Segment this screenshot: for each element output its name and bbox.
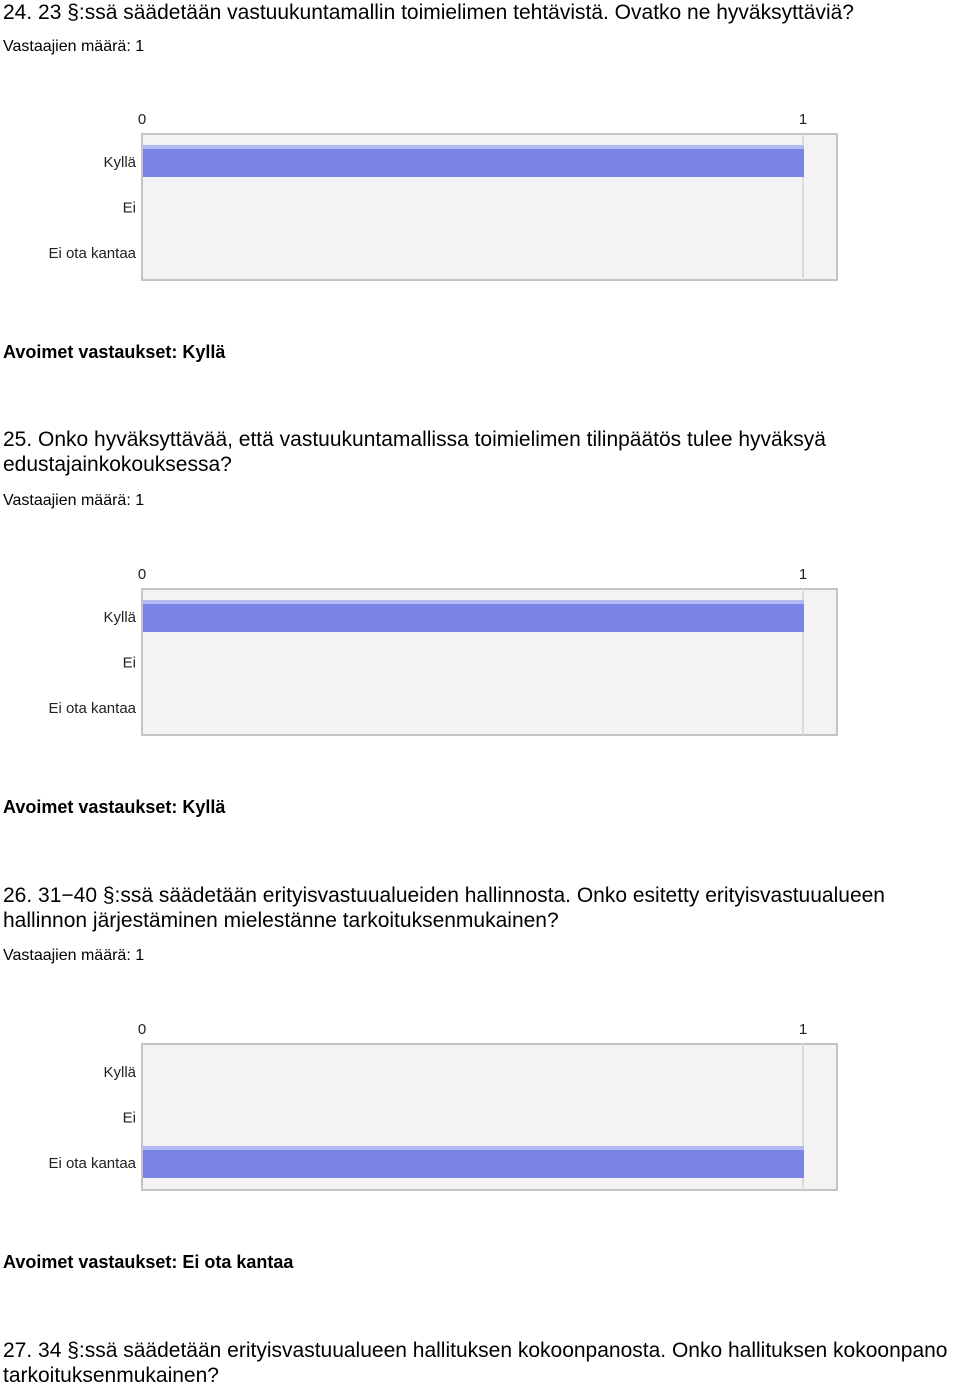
question-25-title: 25. Onko hyväksyttävää, että vastuukuntamallissa toimielimen tilinpäätös tulee hyväksyä edustajainkokouksessa? xyxy=(3,428,826,476)
category-label: Ei ota kantaa xyxy=(48,1155,136,1172)
category-label: Kyllä xyxy=(103,1064,136,1081)
bar xyxy=(143,1146,804,1178)
question-24-open-answers: Avoimet vastaukset: Kyllä xyxy=(3,342,226,362)
category-label: Ei xyxy=(122,199,136,217)
question-26-respondents: Vastaajien määrä: 1 xyxy=(3,947,145,964)
category-label: Kyllä xyxy=(103,154,136,171)
category-label: Kyllä xyxy=(103,609,136,626)
question-24-chart xyxy=(0,104,860,290)
bar xyxy=(143,600,804,632)
x-tick-label: 0 xyxy=(137,111,147,128)
x-tick-label: 1 xyxy=(798,1021,808,1038)
x-tick-label: 0 xyxy=(137,1021,147,1038)
question-25-chart xyxy=(0,559,860,745)
category-label: Ei ota kantaa xyxy=(48,700,136,717)
question-26-title: 26. 31−40 §:ssä säädetään erityisvastuualueiden hallinnosta. Onko esitetty erityisvastuualueen hallinnon järjestäminen mielestänne tarkoituksenmukainen? xyxy=(3,884,885,932)
x-tick-label: 1 xyxy=(798,566,808,583)
x-tick-label: 0 xyxy=(137,566,147,583)
question-26-open-answers: Avoimet vastaukset: Ei ota kantaa xyxy=(3,1252,294,1272)
bar-highlight xyxy=(143,145,804,149)
category-label: Ei xyxy=(122,654,136,672)
question-26-chart xyxy=(0,1014,860,1200)
bar-highlight xyxy=(143,600,804,604)
question-24-title: 24. 23 §:ssä säädetään vastuukuntamallin toimielimen tehtävistä. Ovatko ne hyväksyttäviä? xyxy=(3,1,854,24)
bar xyxy=(143,145,804,177)
category-label: Ei xyxy=(122,1109,136,1127)
x-tick-label: 1 xyxy=(798,111,808,128)
question-25-respondents: Vastaajien määrä: 1 xyxy=(3,492,145,509)
category-label: Ei ota kantaa xyxy=(48,245,136,262)
question-27-title: 27. 34 §:ssä säädetään erityisvastuualueen hallituksen kokoonpanosta. Onko hallituksen kokoonpano tarkoituksenmukainen? xyxy=(3,1339,948,1387)
question-25-open-answers: Avoimet vastaukset: Kyllä xyxy=(3,797,226,817)
bar-highlight xyxy=(143,1146,804,1150)
question-24-respondents: Vastaajien määrä: 1 xyxy=(3,38,145,55)
